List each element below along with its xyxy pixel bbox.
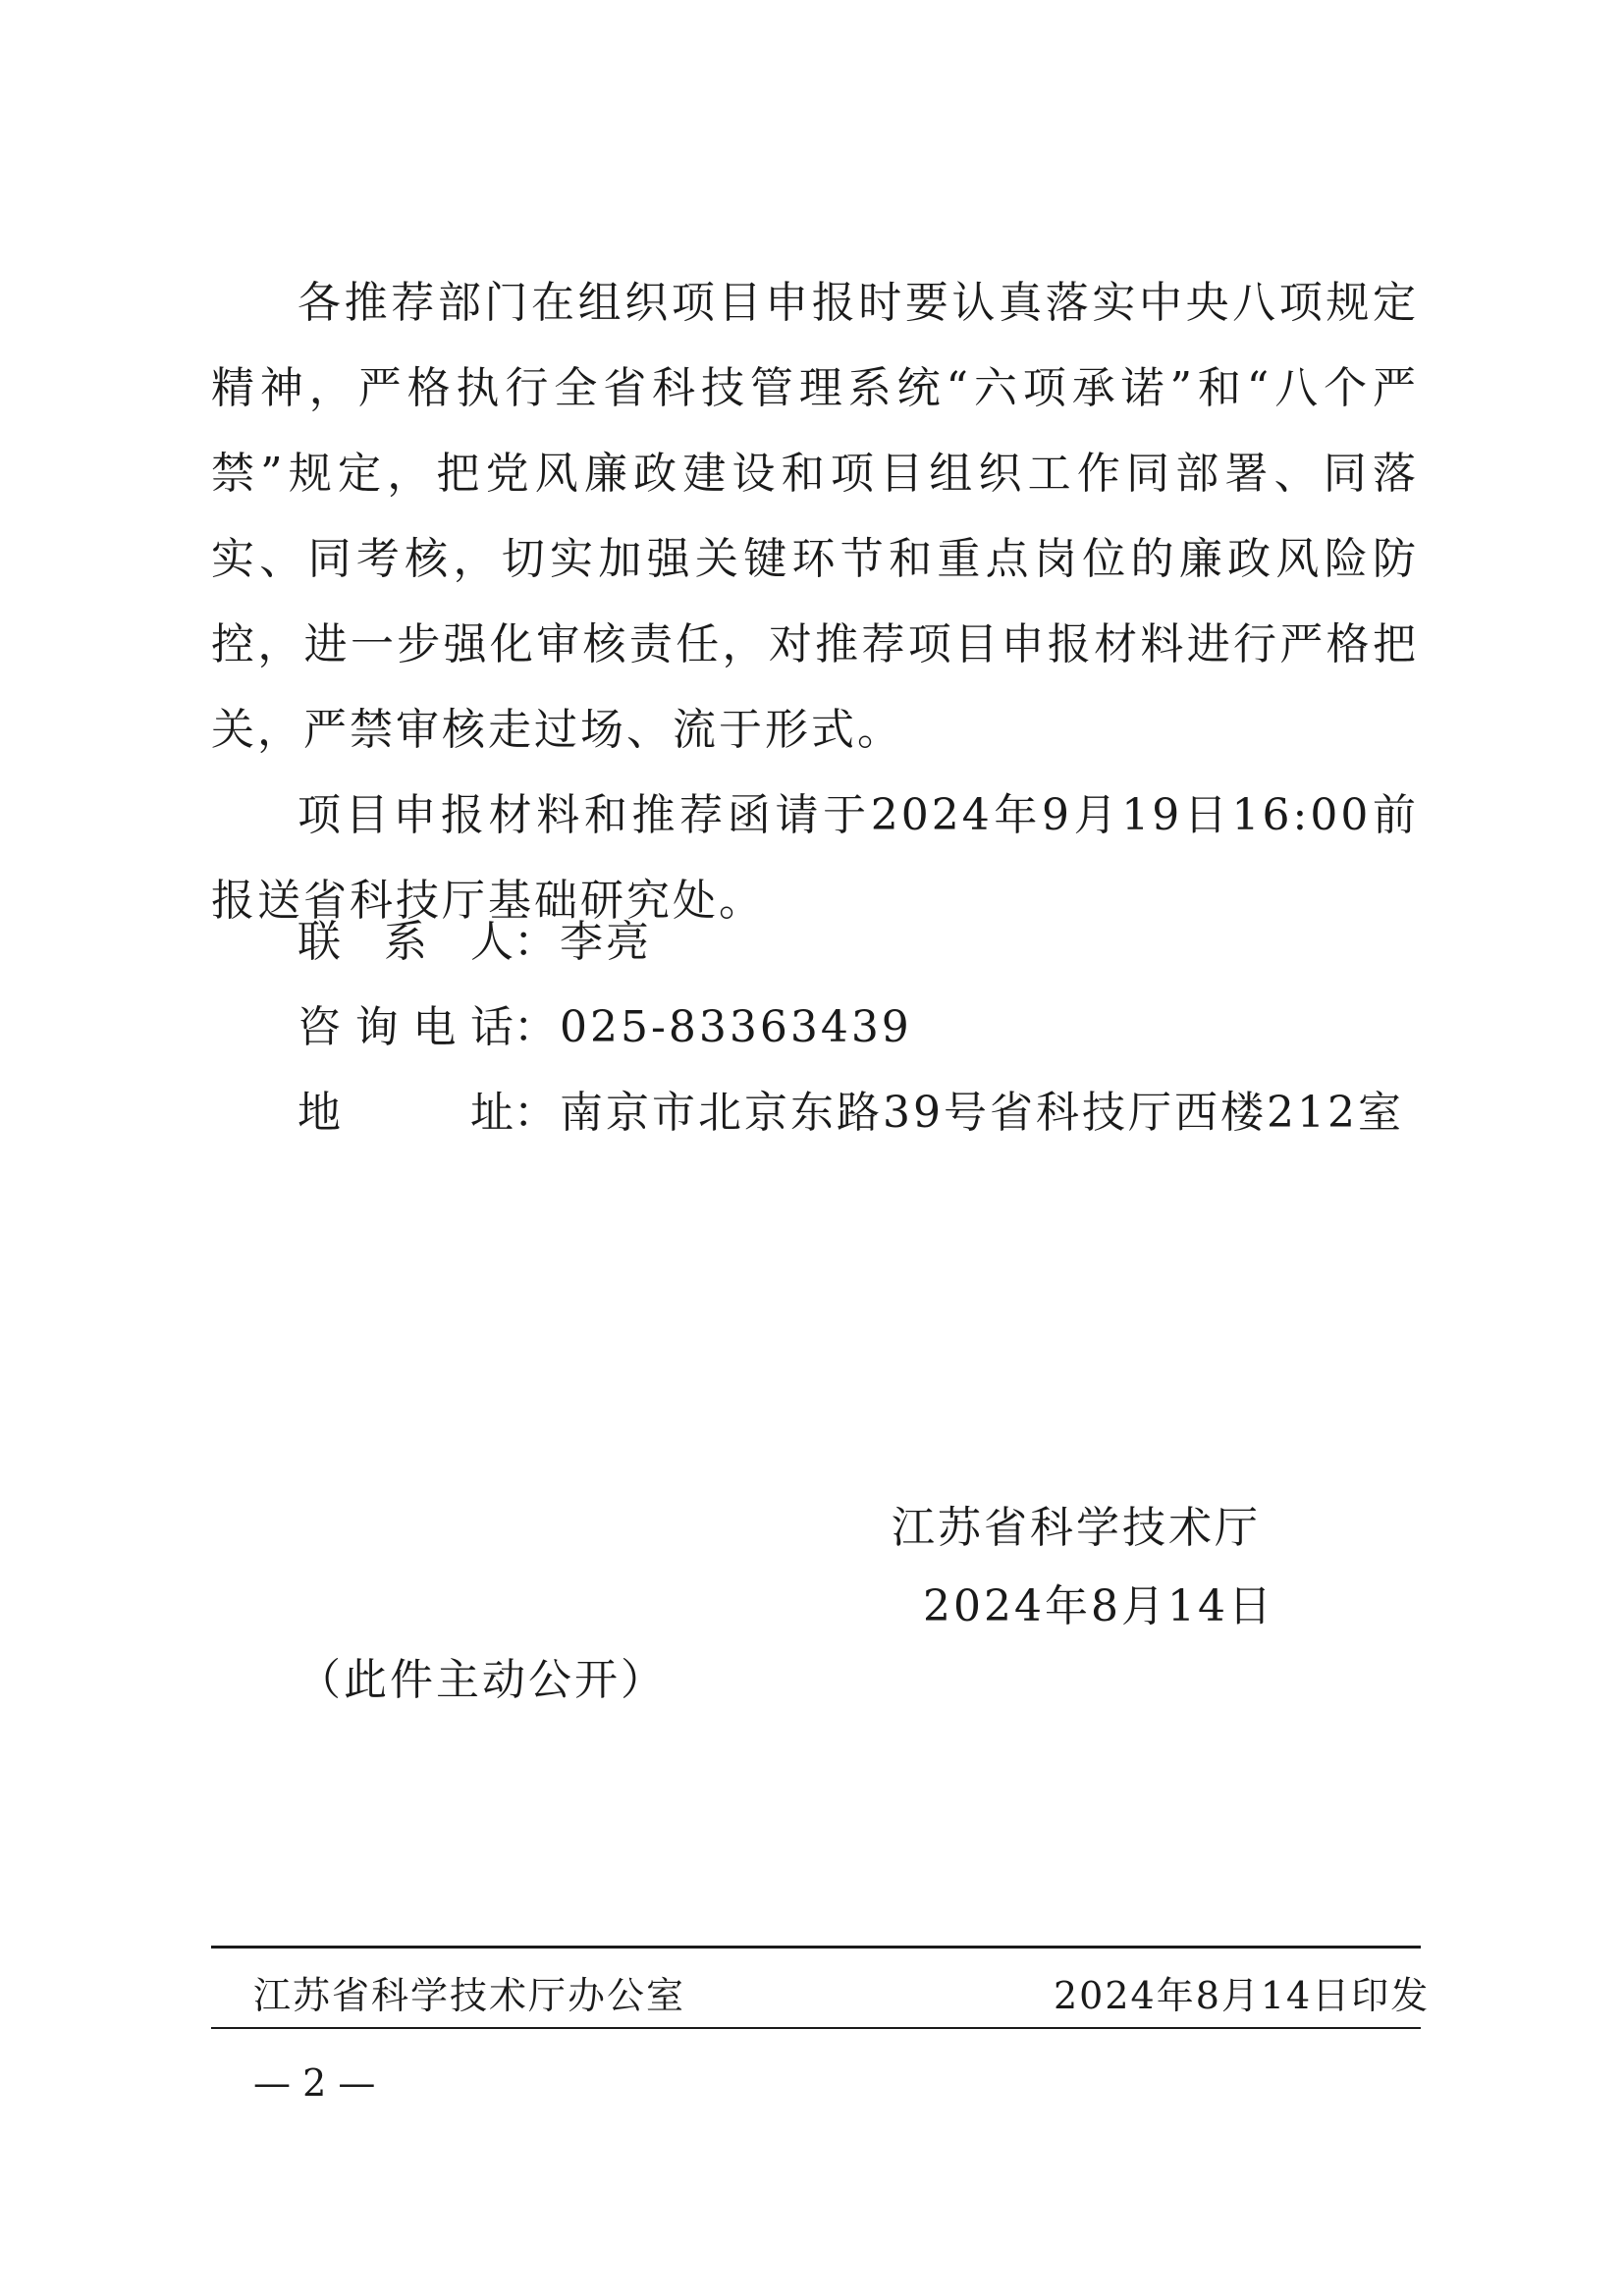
contact-phone-label: 咨询电话	[298, 1002, 514, 1052]
contact-phone-line	[298, 985, 912, 1070]
paragraph-integrity-requirements: 各推荐部门在组织项目申报时要认真落实中央八项规定精神，严格执行全省科技管理系统“六项承诺”和“八个严禁”规定，把党风廉政建设和项目组织工作同部署、同落实、同考核，切实加强关键环节和重点岗位的廉政风险防控，进一步强化审核责任，对推荐项目申报材料进行严格把关，严禁审核走过场、流于形式。	[211, 278, 1419, 755]
contact-phone-value: ：025-83363439	[514, 1002, 912, 1052]
contact-address-label: 地址	[298, 1088, 514, 1138]
footer-issuer: 江苏省科学技术厅办公室	[253, 1974, 686, 2017]
paragraph-submission-deadline: 项目申报材料和推荐函请于2024年9月19日16:00前报送省科技厅基础研究处。	[211, 790, 1419, 926]
signature-date: 2024年8月14日	[923, 1581, 1274, 1631]
disclosure-note: （此件主动公开）	[298, 1655, 667, 1705]
document-body	[211, 260, 1419, 943]
footer-top-rule	[211, 1946, 1421, 1949]
footer-bottom-rule	[211, 2027, 1421, 2029]
contact-person-line	[298, 899, 652, 985]
contact-person-label: 联系人	[298, 917, 514, 967]
page-number: — 2 —	[253, 2061, 376, 2105]
signature-organization: 江苏省科学技术厅	[892, 1503, 1261, 1553]
footer-issue-date: 2024年8月14日印发	[1054, 1974, 1431, 2017]
contact-person-value: ：李亮	[514, 917, 652, 967]
contact-address-line	[298, 1070, 1404, 1155]
contact-address-value: ：南京市北京东路39号省科技厅西楼212室	[514, 1088, 1404, 1138]
